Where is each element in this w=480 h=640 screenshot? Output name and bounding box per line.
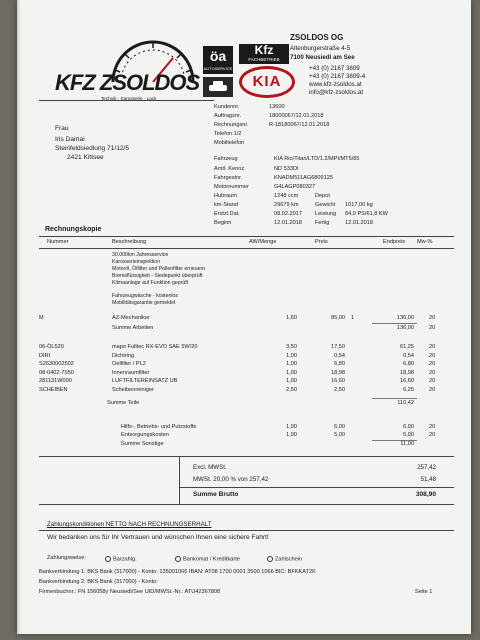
row-vat: 20 [429, 315, 436, 321]
vehicle-label: Fahrgestnr. [214, 175, 243, 181]
row-vat: 20 [429, 361, 436, 367]
row-nr: 08-0402-7050 [39, 369, 74, 376]
bank-account-1: Bankverbindung 1: BKS Bank (317000) - Konto: 135001066 IBAN: AT08 1700 0001 3500 1066 BIC: BFKKAT2K [39, 569, 316, 575]
vehicle-label: Fahrzeug [214, 156, 238, 162]
car-service-icon [203, 77, 233, 97]
row-total: 61,25 [400, 344, 414, 350]
subtotal-rule [372, 323, 417, 324]
row-vat: 20 [429, 344, 436, 350]
row-desc: Oelfilter / PL2 [112, 361, 146, 367]
row-desc: mapo Fulltec RX-EVO SAE 5W/20 [112, 344, 198, 350]
brutto-label: Summe Brutto [193, 491, 239, 498]
payment-option-card[interactable] [175, 556, 240, 563]
subtotal-value: 11,00 [400, 441, 414, 447]
meta-value: R-18180067/12.01.2018 [269, 122, 330, 128]
intro-line: Mobilitätsgarantie gemeldet [112, 300, 176, 306]
row-qty: 1,00 [286, 378, 297, 384]
badge1-sub: AUTOSERVICE [203, 66, 233, 71]
intro-line: Karosserieinspektion [112, 259, 161, 265]
vehicle-displacement: 1248 ccm [274, 193, 299, 199]
payment-option-label: Barzahlg. [113, 556, 137, 563]
payment-method-label: Zahlungsweise: [47, 555, 86, 561]
radio-icon[interactable] [175, 556, 181, 562]
company-register: Firmenbuchnr.: FN 156058y Neusiedl/See UID/MWSt.-Nr.: ATU42367808 [39, 589, 221, 595]
kia-logo: KIA [239, 66, 295, 98]
company-street: Altenburgerstraße 4-5 [290, 45, 351, 52]
meta-label: Mobiltelefon [214, 140, 245, 146]
row-desc: Innenraumfilter [112, 369, 150, 376]
payment-option-cash[interactable] [105, 556, 137, 563]
totals-top-rule [39, 456, 454, 457]
badge2-sub: FACHBETRIEB [248, 57, 280, 62]
row-desc: Dichtring [112, 352, 135, 359]
totals-left-rule [179, 456, 180, 504]
subtotal-label: Summe Sonstige [121, 441, 164, 447]
vehicle-label: Fertig [315, 220, 330, 226]
vehicle-label: Motornummer [214, 184, 249, 190]
kfz-fachbetrieb-badge [239, 44, 289, 64]
row-total: 18,98 [400, 369, 414, 376]
col-header-mwst: Mw-% [417, 239, 433, 245]
row-qty: 1,00 [286, 424, 297, 430]
row-total: 136,00 [396, 315, 414, 321]
vehicle-end: 12.01.2018 [345, 220, 373, 226]
row-qty: 1,00 [286, 352, 297, 359]
vat-label: MWSt. 20,00 % von 257,42 [193, 476, 269, 483]
payment-option-label: Bankomat / Kreditkarte [183, 556, 240, 563]
logo-tagline: Technik · Karosserie · Lack [101, 96, 157, 101]
row-total: 16,60 [400, 378, 414, 384]
brutto-rule [179, 487, 454, 488]
row-total: 5,00 [403, 432, 414, 438]
row-nummer: M [39, 315, 44, 321]
payment-option-label: Zahlschein [275, 556, 303, 563]
table-top-rule [39, 236, 454, 237]
col-header-preis: Preis [315, 239, 328, 245]
meta-label: Telefon 1/2 [214, 131, 242, 137]
row-flag: 1 [351, 315, 355, 321]
row-vat: 20 [429, 386, 436, 393]
recipient-name: Iris Damai [55, 136, 85, 143]
col-header-nummer: Nummer [47, 239, 69, 245]
col-header-endpreis: Endpreis [383, 239, 406, 245]
bank-account-2: Bankverbindung 2: BKS Bank (317000) - Konto: [39, 579, 158, 585]
row-vat: 20 [429, 378, 436, 384]
meta-value: 13600 [269, 104, 285, 110]
company-web[interactable]: www.kfz-zsoldos.at [309, 81, 362, 88]
vehicle-label: Beginn [214, 220, 232, 226]
row-desc: AZ-Mechaniker [112, 315, 150, 321]
radio-icon[interactable] [267, 556, 273, 562]
vehicle-plate: ND 533DI [274, 166, 299, 172]
vehicle-start: 12.01.2018 [274, 220, 302, 226]
col-header-beschreibung: Beschreibung [112, 239, 147, 245]
vehicle-km: 29679 km [274, 202, 299, 208]
row-price: 17,50 [331, 344, 345, 350]
table-header-rule [39, 248, 454, 249]
vehicle-model: KIA Rio/Titan/LTD/1.2/MPI/MT5/85 [274, 156, 360, 162]
excl-value: 257,42 [417, 464, 436, 471]
row-nr: 281131W000 [39, 378, 72, 384]
vehicle-first-reg: 08.02.2017 [274, 211, 302, 217]
meta-label: Auftragsnr. [214, 113, 242, 119]
row-price: 0,54 [334, 352, 345, 359]
row-price: 16,60 [331, 378, 345, 384]
footer-rule [39, 530, 454, 531]
vehicle-label: Erstzl.Dat. [214, 211, 240, 217]
row-qty: 1,00 [286, 361, 297, 367]
company-logo [53, 36, 203, 106]
row-price: 18,98 [331, 369, 345, 376]
row-desc: LUFTFILTEREINSATZ UB [112, 378, 178, 384]
row-price: 6,00 [334, 424, 345, 430]
row-nr: S2630002502 [39, 361, 74, 367]
payment-terms: Zahlungskonditionen NETTO NACH RECHNUNGSERHALT [47, 521, 212, 528]
company-fax: +43 (0) 2167 3809-4 [309, 73, 366, 80]
company-name: ZSOLDOS OG [290, 33, 344, 42]
badge2-text: Kfz [254, 43, 274, 57]
meta-label: Kundennr. [214, 104, 240, 110]
vehicle-label: Amtl. Kennz. [214, 166, 246, 172]
logo-wordmark: KFZ ZSOLDOS [55, 70, 200, 95]
vehicle-label: Hubraum [214, 193, 238, 199]
row-nr: DIRI [39, 352, 51, 359]
row-total: 6,25 [403, 386, 414, 393]
row-total: 6,80 [403, 361, 414, 367]
recipient-city: 2421 Kittsee [67, 154, 104, 161]
oeamtc-badge [203, 46, 233, 74]
row-qty: 1,00 [286, 432, 297, 438]
row-qty: 2,50 [286, 386, 297, 393]
intro-line: Motoröl, Ölfilter und Pollenfilter erneuern [112, 266, 206, 272]
vehicle-label: Depot [315, 193, 330, 199]
row-qty: 3,50 [286, 344, 297, 350]
meta-label: Rechnungsnr. [214, 122, 249, 128]
subtotal-value: 110,42 [397, 400, 414, 406]
row-qty: 1,60 [286, 315, 297, 321]
row-price: 2,50 [334, 386, 345, 393]
vehicle-label: Gewicht [315, 202, 336, 208]
page-number: Seite 1 [415, 589, 433, 595]
subtotal-rule [372, 398, 417, 399]
vehicle-power: 84,0 PS/61,8 KW [345, 211, 388, 217]
row-desc: Hilfs-, Betriebs- und Putzstoffe [121, 424, 197, 430]
company-city: 7100 Neusiedl am See [290, 54, 355, 61]
subtotal-label: Summe Teile [107, 400, 140, 406]
row-vat: 20 [429, 424, 436, 430]
intro-line: 30.000km Jahresservice [112, 252, 169, 258]
row-qty: 1,00 [286, 369, 297, 376]
subtotal-label: Summe Arbeiten [112, 325, 154, 331]
vehicle-label: km-Stand [214, 202, 238, 208]
col-header-aw: AW/Menge [249, 239, 277, 245]
row-price: 5,00 [334, 432, 345, 438]
intro-line: Bremsflüssigkeit - Siedepunkt überprüft [112, 273, 203, 279]
invoice-page [17, 0, 471, 634]
totals-bottom-rule [39, 504, 454, 505]
vehicle-engine: G4LAGP080327 [274, 184, 316, 190]
brutto-value: 308,90 [415, 491, 436, 498]
thank-you-note: Wir bedanken uns für Ihr Vertrauen und wünschen Ihnen eine sichere Fahrt! [47, 534, 269, 541]
row-desc: Entsorgungskosten [121, 432, 169, 438]
recipient-street: Steinfeldsiedlung 71/12/5 [55, 145, 130, 152]
recipient-salutation: Frau [55, 125, 69, 132]
meta-value: 18000067/12.01.2018 [269, 113, 324, 119]
vehicle-vin: KNADM511AG6809125 [274, 175, 333, 181]
vehicle-weight: 1017,00 kg [345, 202, 373, 208]
company-phone: +43 (0) 2167 3809 [309, 65, 360, 72]
header-divider [39, 100, 214, 101]
vat-value: 51,48 [420, 476, 436, 483]
row-price: 85,00 [331, 315, 345, 321]
intro-line: Klimaanlage auf Funktion geprüft [112, 280, 189, 286]
subtotal-vat: 20 [429, 325, 436, 331]
company-email[interactable]: info@kfz-zsoldos.at [309, 89, 364, 96]
row-total: 6,00 [403, 424, 414, 430]
document-title: Rechnungskopie [45, 226, 102, 233]
row-nr: SCHEIBEN [39, 386, 68, 393]
row-vat: 20 [429, 369, 436, 376]
car-icon [203, 77, 233, 97]
row-vat: 20 [429, 432, 436, 438]
badge1-text: öa [209, 48, 227, 64]
intro-line: Fahrzeugwäsche - kostenlos [112, 293, 179, 299]
excl-label: Excl. MWSt. [193, 464, 227, 471]
payment-option-transfer[interactable] [267, 556, 302, 563]
radio-icon[interactable] [105, 556, 111, 562]
row-vat: 20 [429, 352, 436, 359]
row-nr: 06-ÖL520 [39, 344, 64, 350]
vehicle-label: Leistung [315, 211, 337, 217]
row-price: 6,80 [334, 361, 345, 367]
subtotal-value: 136,00 [396, 325, 414, 331]
row-total: 0,54 [403, 352, 414, 359]
row-desc: Scheibenreiniger [112, 386, 154, 393]
